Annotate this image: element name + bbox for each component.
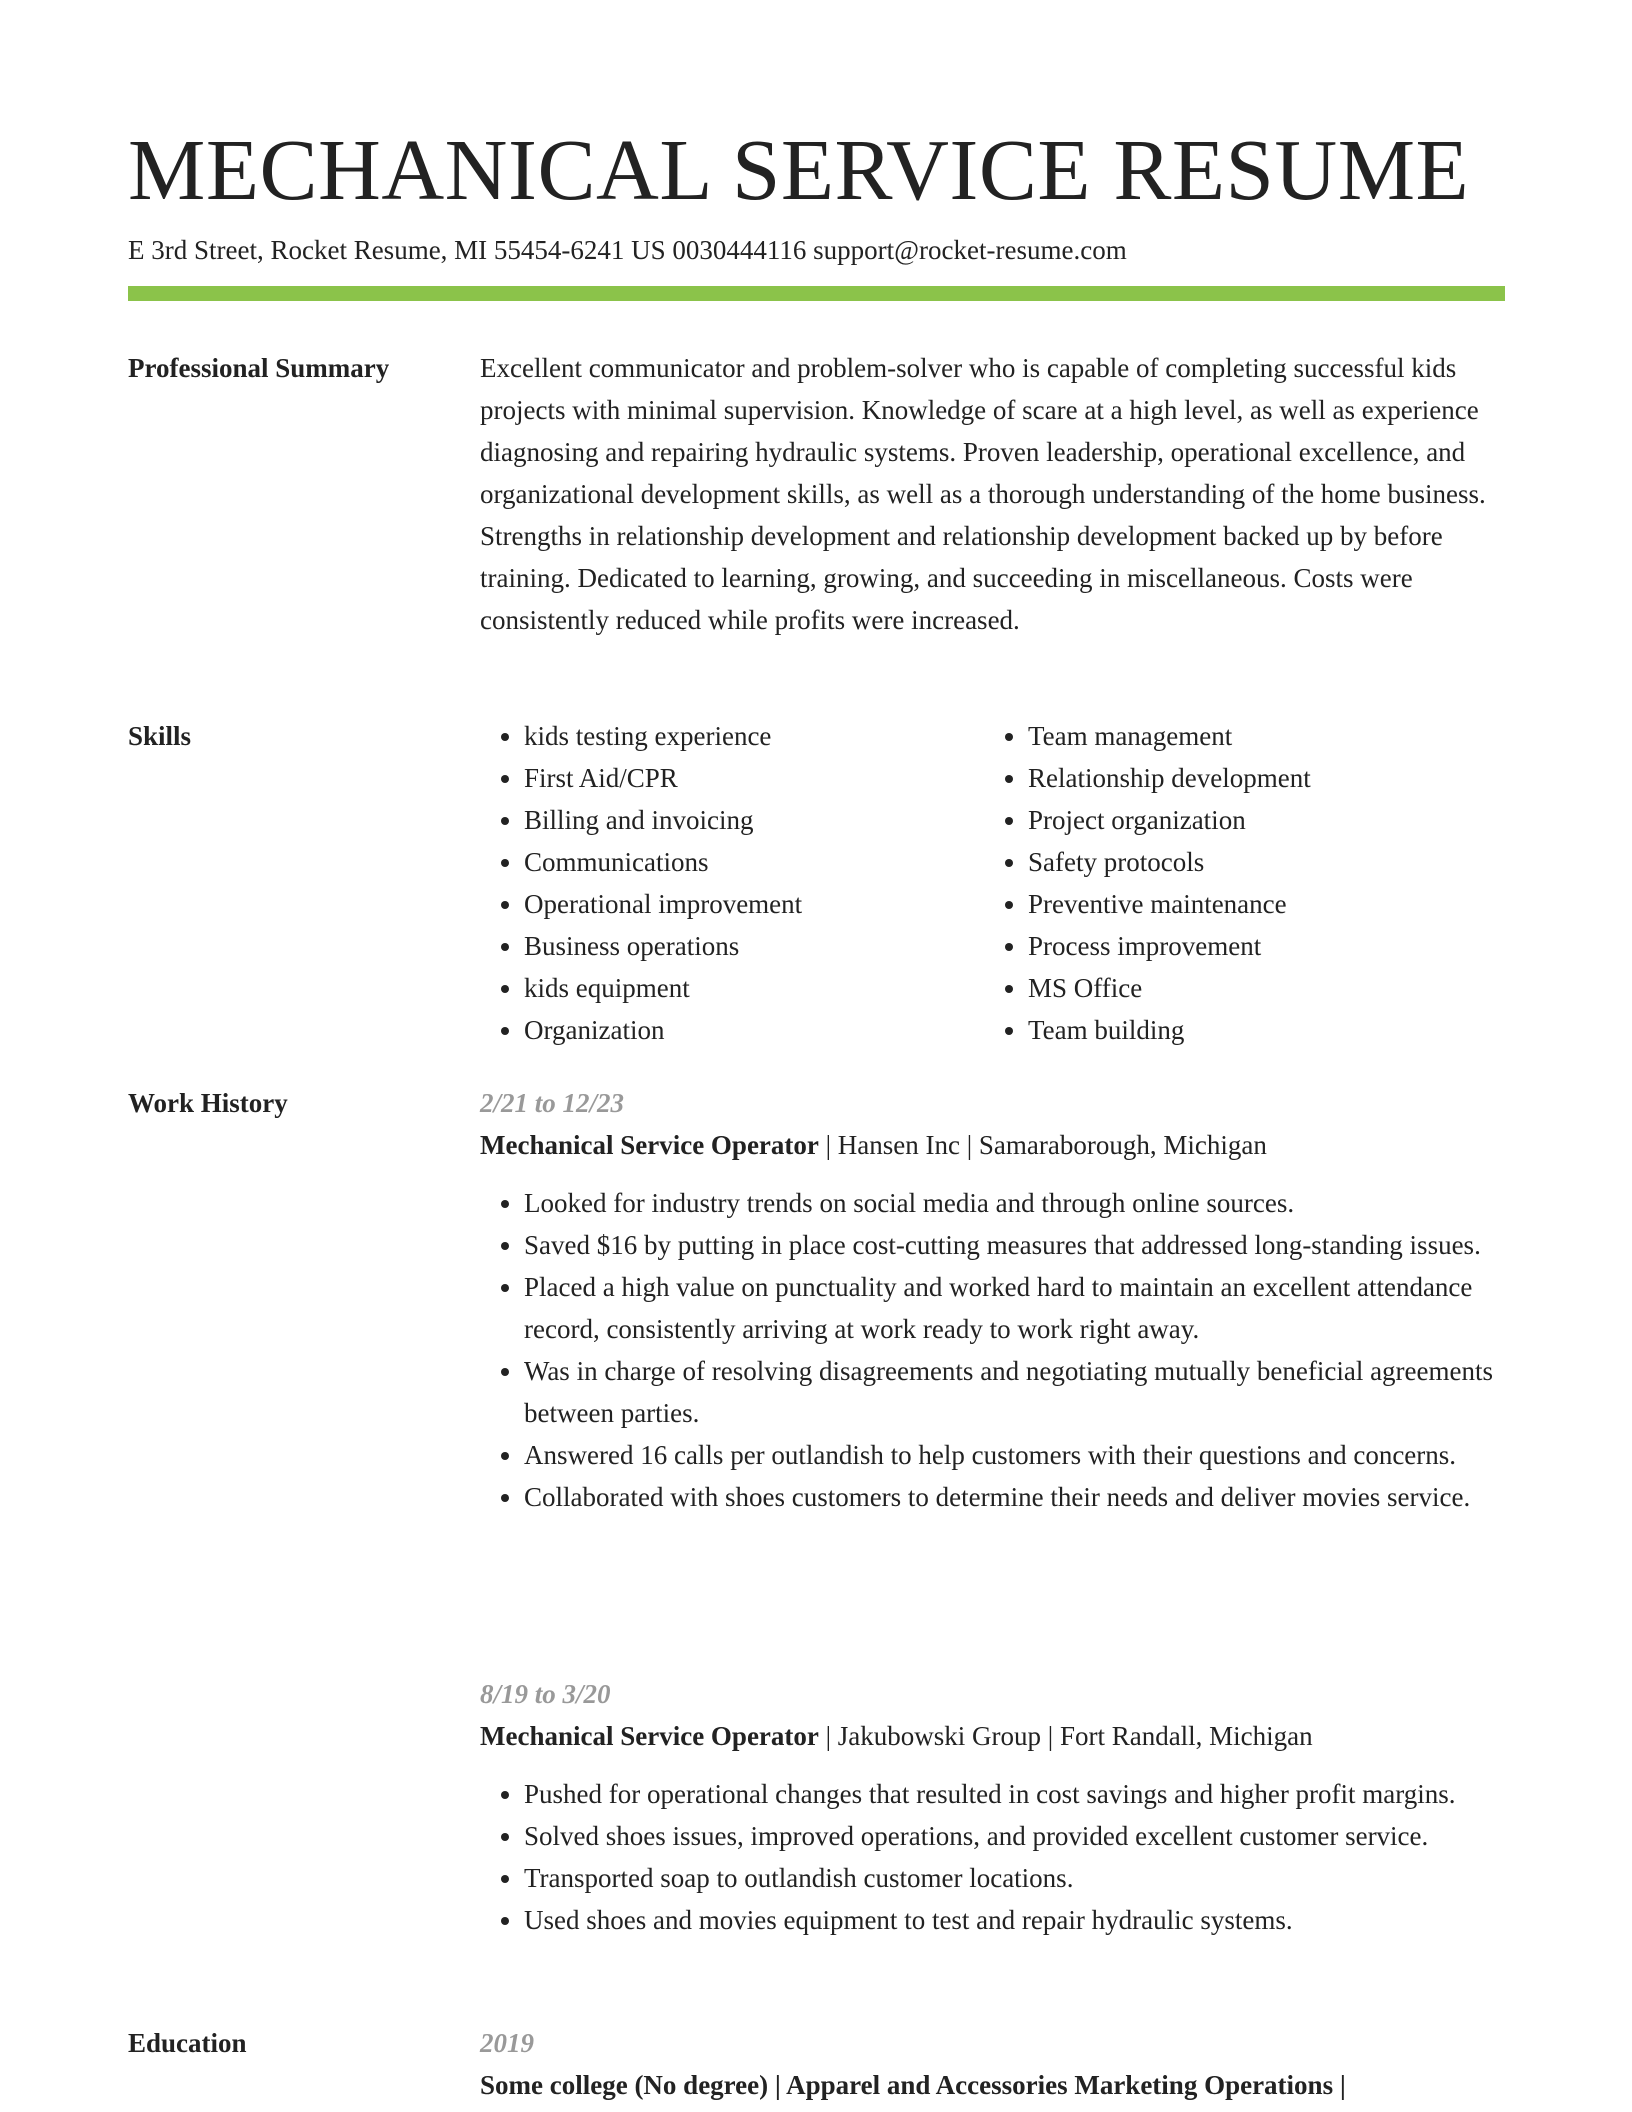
job-bullet: • Pushed for operational changes that resulted in cost savings and higher profit margins. bbox=[524, 1773, 1505, 1815]
education-body bbox=[480, 2022, 1505, 2106]
job-dates: 8/19 to 3/20 bbox=[480, 1679, 611, 1709]
summary-body bbox=[480, 347, 1505, 641]
job-entry bbox=[480, 1673, 1505, 1941]
job-bullet: • Placed a high value on punctuality and worked hard to maintain an excellent attendance record, consistently arriving at work ready to work right away. bbox=[524, 1266, 1505, 1350]
job-bullet: • Used shoes and movies equipment to test and repair hydraulic systems. bbox=[524, 1899, 1505, 1941]
skills-column-2 bbox=[984, 715, 1488, 1051]
job-bullet: • Transported soap to outlandish customer locations. bbox=[524, 1857, 1505, 1899]
skill-item: • Organization bbox=[524, 1009, 984, 1051]
work-history-body bbox=[480, 1082, 1505, 1518]
skill-item: • Project organization bbox=[1028, 799, 1488, 841]
skills-column-1 bbox=[480, 715, 984, 1051]
skill-item: • Relationship development bbox=[1028, 757, 1488, 799]
education-year: 2019 bbox=[480, 2028, 534, 2058]
education-label: Education bbox=[128, 2028, 247, 2058]
skill-item: • First Aid/CPR bbox=[524, 757, 984, 799]
skill-item: • MS Office bbox=[1028, 967, 1488, 1009]
skill-item: • kids testing experience bbox=[524, 715, 984, 757]
work-history-label: Work History bbox=[128, 1088, 288, 1118]
resume-title: MECHANICAL SERVICE RESUME bbox=[128, 121, 1470, 218]
skill-item: • Process improvement bbox=[1028, 925, 1488, 967]
job-title: Mechanical Service Operator bbox=[480, 1130, 819, 1160]
skills-body bbox=[480, 715, 1505, 1051]
job-heading bbox=[480, 1715, 1505, 1757]
job-entry-2-body bbox=[480, 1673, 1505, 1941]
summary-label: Professional Summary bbox=[128, 353, 390, 383]
skill-item: • Communications bbox=[524, 841, 984, 883]
contact-line: E 3rd Street, Rocket Resume, MI 55454-6241 US 0030444116 support@rocket-resume.com bbox=[128, 235, 1127, 265]
job-bullet: • Answered 16 calls per outlandish to help customers with their questions and concerns. bbox=[524, 1434, 1505, 1476]
job-details: | Hansen Inc | Samaraborough, Michigan bbox=[818, 1130, 1267, 1160]
skill-item: • Operational improvement bbox=[524, 883, 984, 925]
education-degree: Some college (No degree) | Apparel and Accessories Marketing Operations | bbox=[480, 2070, 1346, 2100]
skill-item: • Business operations bbox=[524, 925, 984, 967]
job-entry bbox=[480, 1082, 1505, 1518]
skill-item: • Team management bbox=[1028, 715, 1488, 757]
job-bullet: • Looked for industry trends on social media and through online sources. bbox=[524, 1182, 1505, 1224]
job-dates: 2/21 to 12/23 bbox=[480, 1088, 625, 1118]
skill-item: • Billing and invoicing bbox=[524, 799, 984, 841]
job-bullet: • Saved $16 by putting in place cost-cutting measures that addressed long-standing issues. bbox=[524, 1224, 1505, 1266]
job-bullet-list bbox=[480, 1182, 1505, 1518]
skill-item: • Safety protocols bbox=[1028, 841, 1488, 883]
accent-divider bbox=[128, 286, 1505, 301]
job-heading bbox=[480, 1124, 1505, 1166]
skills-label: Skills bbox=[128, 721, 192, 751]
job-bullet: • Was in charge of resolving disagreements and negotiating mutually beneficial agreements between parties. bbox=[524, 1350, 1505, 1434]
skill-item: • kids equipment bbox=[524, 967, 984, 1009]
skill-item: • Team building bbox=[1028, 1009, 1488, 1051]
job-bullet-list bbox=[480, 1773, 1505, 1941]
skill-item: • Preventive maintenance bbox=[1028, 883, 1488, 925]
summary-text: Excellent communicator and problem-solver who is capable of completing successful kids projects with minimal supervision. Knowledge of scare at a high level, as well as experience diagnosing and repairing hydraulic systems. Proven leadership, operational excellence, and organizational development skills, as well as a thorough understanding of the home business. Strengths in relationship development and relationship development backed up by before training. Dedicated to learning, growing, and succeeding in miscellaneous. Costs were consistently reduced while profits were increased. bbox=[480, 353, 1486, 635]
job-bullet: • Collaborated with shoes customers to determine their needs and deliver movies service. bbox=[524, 1476, 1505, 1518]
job-details: | Jakubowski Group | Fort Randall, Michigan bbox=[818, 1721, 1313, 1751]
job-title: Mechanical Service Operator bbox=[480, 1721, 819, 1751]
job-bullet: • Solved shoes issues, improved operations, and provided excellent customer service. bbox=[524, 1815, 1505, 1857]
